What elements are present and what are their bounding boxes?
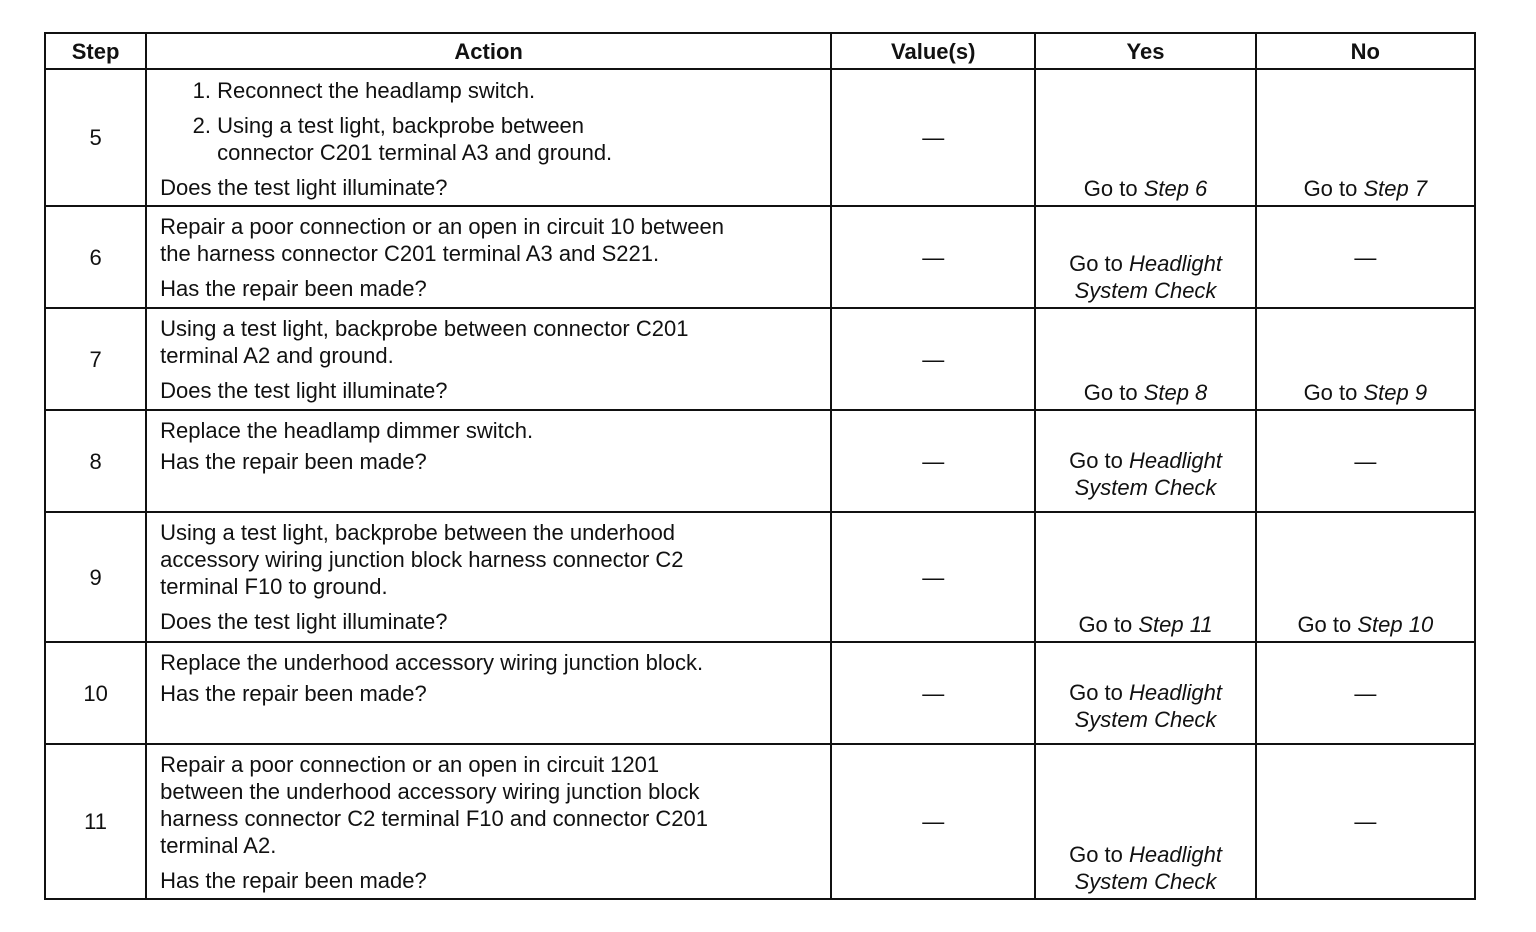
header-action: Action (146, 33, 831, 69)
yes-cell[interactable] (1035, 642, 1255, 744)
yes-cell[interactable] (1035, 69, 1255, 206)
action-cell (146, 642, 831, 744)
action-line: accessory wiring junction block harness connector C2 (160, 547, 684, 572)
yes-link[interactable]: Headlight (1129, 448, 1222, 473)
value-dash: — (922, 564, 945, 590)
no-cell[interactable] (1256, 512, 1475, 642)
action-cell (146, 69, 831, 206)
value-cell (831, 642, 1035, 744)
value-cell (831, 512, 1035, 642)
value-cell (831, 410, 1035, 512)
value-cell (831, 744, 1035, 899)
yes-prefix: Go to (1083, 176, 1138, 201)
yes-prefix: Go to (1069, 251, 1123, 276)
action-question: Does the test light illuminate? (160, 609, 448, 634)
action-line: Replace the underhood accessory wiring junction block. (160, 650, 704, 675)
yes-link-line-2[interactable]: System Check (1074, 278, 1217, 303)
header-yes: Yes (1035, 33, 1255, 69)
action-question: Does the test light illuminate? (160, 378, 448, 403)
action-cell (146, 410, 831, 512)
yes-line-1 (1036, 447, 1254, 474)
no-cell (1256, 206, 1475, 308)
yes-link[interactable]: Step 6 (1143, 176, 1208, 201)
value-dash: — (922, 125, 945, 150)
action-line: Replace the headlamp dimmer switch. (160, 418, 534, 443)
action-line: terminal F10 to ground. (160, 574, 388, 599)
yes-link-line-2[interactable]: System Check (1074, 869, 1217, 894)
action-line: Using a test light, backprobe between connector C201 (160, 316, 689, 341)
action-cell (146, 206, 831, 308)
action-line: Using a test light, backprobe between the underhood (160, 520, 676, 545)
table-row (45, 206, 1475, 308)
yes-line-1 (1036, 841, 1254, 868)
yes-link[interactable]: Step 8 (1143, 380, 1208, 405)
action-line: terminal A2 and ground. (160, 343, 394, 368)
action-cell (146, 744, 831, 899)
step-number: 6 (45, 206, 146, 308)
value-dash: — (922, 680, 945, 706)
value-cell (831, 69, 1035, 206)
no-dash: — (1354, 448, 1377, 474)
table-row (45, 512, 1475, 642)
header-no: No (1256, 33, 1475, 69)
action-question: Has the repair been made? (160, 276, 427, 301)
yes-cell[interactable] (1035, 410, 1255, 512)
step-number: 11 (45, 744, 146, 899)
no-link[interactable]: Step 7 (1363, 176, 1428, 201)
yes-prefix: Go to (1078, 612, 1133, 637)
yes-cell[interactable] (1035, 206, 1255, 308)
yes-link-line-2[interactable]: System Check (1074, 707, 1217, 732)
no-prefix: Go to (1297, 612, 1352, 637)
value-cell (831, 206, 1035, 308)
yes-prefix: Go to (1069, 842, 1123, 867)
value-dash: — (922, 448, 945, 474)
step-number: 10 (45, 642, 146, 744)
no-prefix: Go to (1303, 380, 1358, 405)
action-question: Has the repair been made? (160, 449, 427, 474)
yes-cell[interactable] (1035, 308, 1255, 410)
step-number: 9 (45, 512, 146, 642)
header-row (45, 33, 1475, 69)
action-line: Repair a poor connection or an open in circuit 1201 (160, 752, 660, 777)
yes-prefix: Go to (1069, 680, 1123, 705)
yes-link[interactable]: Headlight (1129, 680, 1222, 705)
yes-link-line-2[interactable]: System Check (1074, 475, 1217, 500)
action-line: Repair a poor connection or an open in circuit 10 between (160, 214, 724, 239)
yes-prefix: Go to (1069, 448, 1123, 473)
action-cell (146, 512, 831, 642)
action-list (160, 77, 822, 166)
value-dash: — (922, 809, 945, 834)
value-cell (831, 308, 1035, 410)
yes-link[interactable]: Step 11 (1138, 612, 1213, 637)
yes-link[interactable]: Headlight (1129, 842, 1222, 867)
no-cell (1256, 642, 1475, 744)
table-row (45, 308, 1475, 410)
action-question: Has the repair been made? (160, 681, 427, 706)
step-number: 8 (45, 410, 146, 512)
diagnostic-procedure-table (44, 32, 1476, 900)
table-row (45, 642, 1475, 744)
no-cell (1256, 410, 1475, 512)
action-list-item: 2. Using a test light, backprobe between connector C201 terminal A3 and ground. (217, 112, 657, 166)
no-prefix: Go to (1303, 176, 1358, 201)
table-row (45, 69, 1475, 206)
no-cell (1256, 744, 1475, 899)
action-line: harness connector C2 terminal F10 and connector C201 (160, 806, 709, 831)
action-list-item: 1. Reconnect the headlamp switch. (217, 77, 822, 104)
action-cell (146, 308, 831, 410)
header-values: Value(s) (831, 33, 1035, 69)
no-link[interactable]: Step 10 (1357, 612, 1434, 637)
yes-line-1 (1036, 250, 1254, 277)
header-step: Step (45, 33, 146, 69)
table-row (45, 744, 1475, 899)
action-question: Has the repair been made? (160, 868, 427, 893)
yes-line-1 (1036, 679, 1254, 706)
step-number: 7 (45, 308, 146, 410)
step-number: 5 (45, 69, 146, 206)
action-line: between the underhood accessory wiring junction block (160, 779, 700, 804)
value-dash: — (922, 346, 945, 372)
value-dash: — (922, 244, 945, 270)
no-dash: — (1354, 809, 1377, 834)
action-question: Does the test light illuminate? (160, 175, 448, 200)
no-dash: — (1354, 244, 1377, 270)
yes-prefix: Go to (1083, 380, 1138, 405)
no-link[interactable]: Step 9 (1363, 380, 1428, 405)
no-cell[interactable] (1256, 308, 1475, 410)
yes-cell[interactable] (1035, 512, 1255, 642)
yes-cell[interactable] (1035, 744, 1255, 899)
action-line: terminal A2. (160, 833, 277, 858)
action-line: the harness connector C201 terminal A3 and S221. (160, 241, 660, 266)
yes-link[interactable]: Headlight (1129, 251, 1222, 276)
table-row (45, 410, 1475, 512)
no-dash: — (1354, 680, 1377, 706)
no-cell[interactable] (1256, 69, 1475, 206)
